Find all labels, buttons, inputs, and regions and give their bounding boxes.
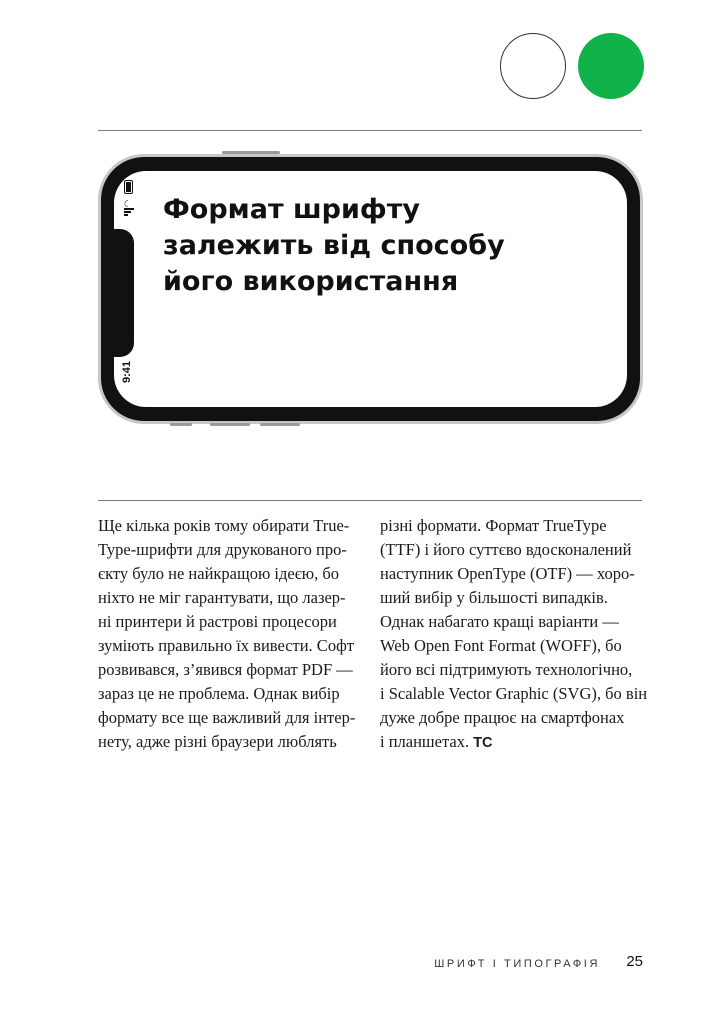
signal-icon xyxy=(124,208,134,218)
text-line: зараз це не проблема. Однак вибір xyxy=(98,684,340,703)
phone-notch xyxy=(114,229,134,357)
text-line: дуже добре працює на смартфонах xyxy=(380,708,625,727)
article-column-right xyxy=(380,514,648,755)
text-line-last xyxy=(380,730,645,755)
text-line: ні принтери й растрові процесори xyxy=(98,612,337,631)
author-signature: ТС xyxy=(473,735,493,751)
text-line: зуміють правильно їх вивести. Софт xyxy=(98,636,354,655)
wifi-icon: ◠ xyxy=(123,199,134,208)
headline-line: залежить від способу xyxy=(163,230,505,261)
section-divider xyxy=(98,500,642,501)
status-time: 9:41 xyxy=(121,360,133,384)
text-line: і Scalable Vector Graphic (SVG), бо він xyxy=(380,684,648,703)
decorative-circle-green xyxy=(578,33,644,99)
running-footer-title: ШРИФТ І ТИПОГРАФІЯ xyxy=(434,958,600,970)
text-line: формату все ще важливий для інтер- xyxy=(98,708,356,727)
text-line: нету, адже різні браузери люблять xyxy=(98,732,337,751)
phone-side-button xyxy=(170,423,192,426)
phone-volume-button xyxy=(210,423,250,426)
text-line: єкту було не найкращою ідеєю, бо xyxy=(98,564,340,583)
article-column-left xyxy=(98,514,363,754)
status-bar xyxy=(121,178,137,218)
text-line: і планшетах. xyxy=(380,732,470,751)
text-line: Однак набагато кращі варіанти — xyxy=(380,612,619,631)
text-line: Ще кілька років тому обирати True- xyxy=(98,516,350,535)
battery-icon xyxy=(124,180,133,194)
text-line: (TTF) і його суттєво вдосконалений xyxy=(380,540,632,559)
top-divider xyxy=(98,130,642,131)
text-line: Type-шрифти для друкованого про- xyxy=(98,540,347,559)
headline-line: Формат шрифту xyxy=(163,194,420,225)
text-line: різні формати. Формат TrueType xyxy=(380,516,607,535)
text-line: Web Open Font Format (WOFF), бо xyxy=(380,636,622,655)
text-line: його всі підтримують технологічно, xyxy=(380,660,633,679)
headline-line: його використання xyxy=(163,266,459,297)
page-number: 25 xyxy=(626,953,643,970)
phone-headline xyxy=(163,192,583,300)
decorative-circle-outline xyxy=(500,33,566,99)
text-line: розвивався, з’явився формат PDF — xyxy=(98,660,353,679)
phone-volume-button xyxy=(260,423,300,426)
text-line: ніхто не міг гарантувати, що лазер- xyxy=(98,588,346,607)
text-line: наступник OpenType (OTF) — хоро- xyxy=(380,564,635,583)
text-line: ший вибір у більшості випадків. xyxy=(380,588,608,607)
